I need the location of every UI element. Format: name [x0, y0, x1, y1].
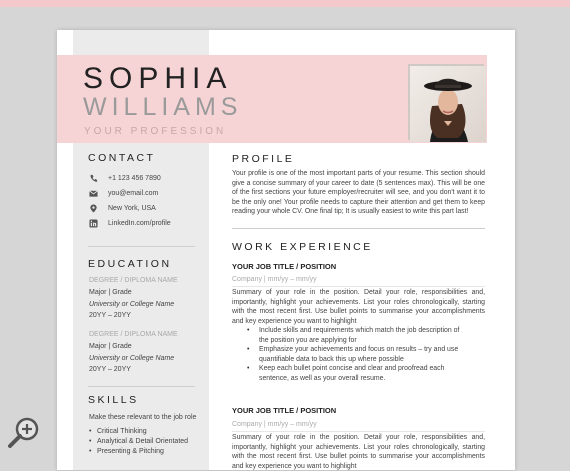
contact-phone: +1 123 456 7890 — [89, 174, 161, 183]
email-icon — [89, 189, 98, 198]
location-icon — [89, 204, 98, 213]
list-item: • Emphasize your achievements and focus on results – try and use quantifiable data to back this up where possible — [247, 345, 469, 364]
job-divider-2 — [232, 431, 485, 432]
skills-heading: SKILLS — [88, 394, 139, 406]
top-accent-band — [0, 0, 570, 7]
last-name: WILLIAMS — [83, 93, 243, 121]
profile-photo — [408, 64, 484, 140]
education-divider — [88, 386, 195, 387]
list-item: • Include skills and requirements which match the job description of the position you are applying for — [247, 326, 469, 345]
education-heading: EDUCATION — [88, 258, 172, 270]
education-degree-2: DEGREE / DIPLOMA NAME — [89, 331, 178, 338]
job-meta-1: Company | mm/yy – mm/yy — [232, 276, 317, 283]
education-school-1: University or College Name — [89, 301, 175, 308]
linkedin-icon — [89, 219, 98, 228]
profile-heading: PROFILE — [232, 153, 295, 165]
skill-item: • Analytical & Detail Orientated — [97, 438, 188, 445]
list-item: • Keep each bullet point concise and clear and proofread each sentence, as well as your overall resume. — [247, 364, 469, 383]
education-degree-1: DEGREE / DIPLOMA NAME — [89, 277, 178, 284]
job-title-2: YOUR JOB TITLE / POSITION — [232, 406, 337, 415]
profession: YOUR PROFESSION — [84, 126, 227, 137]
education-school-2: University or College Name — [89, 355, 175, 362]
contact-heading: CONTACT — [88, 152, 156, 164]
contact-email: you@email.com — [89, 189, 158, 198]
skill-item: • Critical Thinking — [97, 428, 147, 435]
resume-page — [57, 30, 515, 470]
job-title-1: YOUR JOB TITLE / POSITION — [232, 262, 337, 271]
education-major-2: Major | Grade — [89, 343, 132, 350]
job-bullets-1 — [247, 326, 469, 384]
first-name: SOPHIA — [83, 62, 233, 95]
contact-linkedin: LinkedIn.com/profile — [89, 219, 171, 228]
work-heading: WORK EXPERIENCE — [232, 241, 373, 253]
job-divider-1 — [232, 286, 485, 287]
education-years-1: 20YY – 20YY — [89, 312, 131, 319]
job-summary-1: Summary of your role in the position. Detail your role, responsibilities and, importantly, highlight your achievements. List your roles chronologically, starting with the most recent first. Use bullet points to summarise your accomplishments and key experience you want to highlight — [232, 289, 485, 325]
portrait-image — [410, 66, 486, 142]
education-major-1: Major | Grade — [89, 289, 132, 296]
phone-icon — [89, 174, 98, 183]
job-summary-2: Summary of your role in the position. Detail your role, responsibilities and, importantly, highlight your achievements. List your roles chronologically, starting with the most recent first. Use bullet points to summarise your accomplishments and key experience you want to highlight — [232, 434, 485, 470]
contact-divider — [88, 246, 195, 247]
skill-item: • Presenting & Pitching — [97, 448, 164, 455]
education-years-2: 20YY – 20YY — [89, 366, 131, 373]
profile-divider — [232, 228, 485, 229]
job-meta-2: Company | mm/yy – mm/yy — [232, 421, 317, 428]
magnifier-plus-icon[interactable] — [6, 414, 42, 450]
skills-intro: Make these relevant to the job role — [89, 414, 197, 421]
profile-text: Your profile is one of the most important parts of your resume. This section should give a concise summary of your career to date (5 sentences max). This will be one of the first sections your future employer/recruiter will see, and you don't want it to be the only one! Your profile needs to capture their attention and get them to keep reading your whole CV. One final tip; It is usually easiest to write this part last! — [232, 170, 485, 216]
contact-location: New York, USA — [89, 204, 156, 213]
